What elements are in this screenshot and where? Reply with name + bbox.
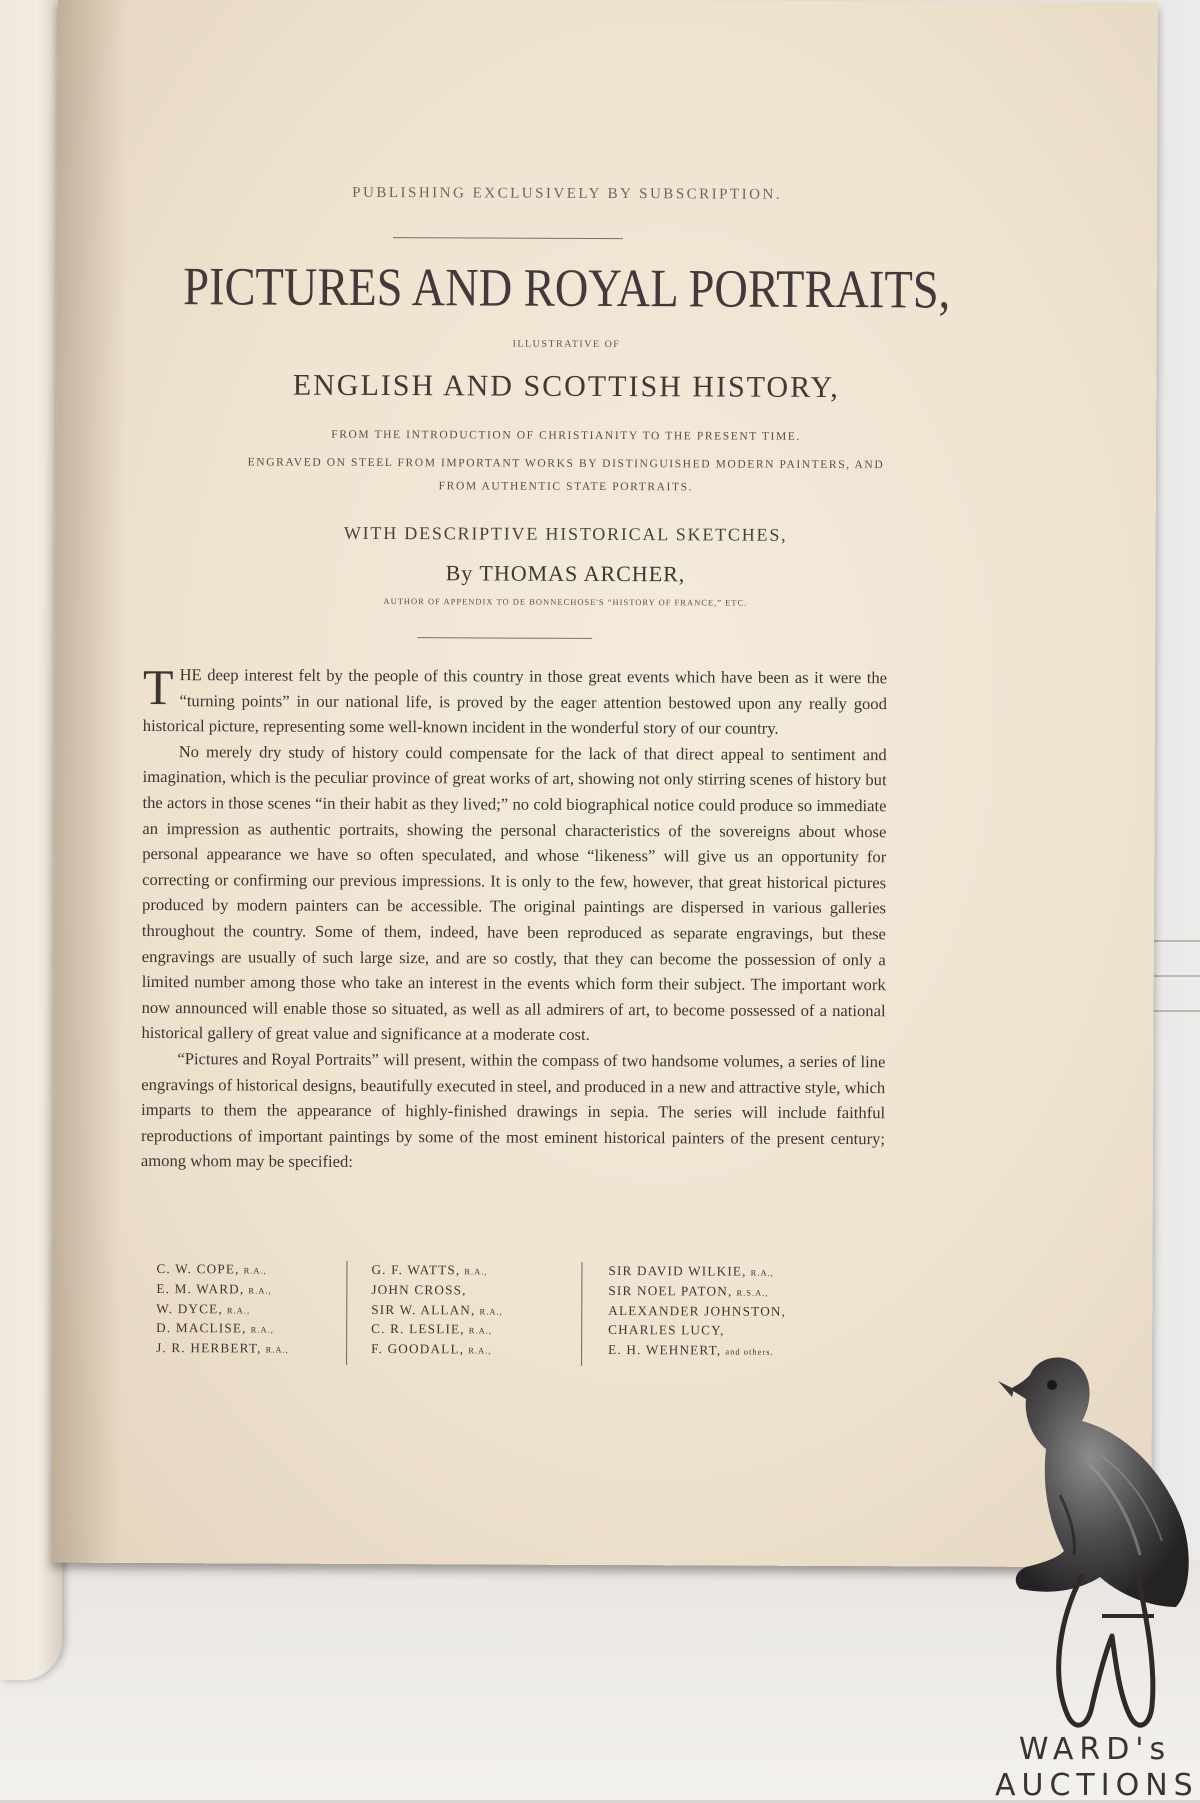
painter-name: CHARLES LUCY,: [608, 1322, 725, 1338]
paragraph: “Pictures and Royal Portraits” will present, within the compass of two handsome volumes, a series of line engravings of historical designs, beautifully executed in steel, and produced in a new and attractive style, which imparts to them the appearance of highly-finished drawings in sepia. The series will include faithful reproductions of important paintings by some of the most eminent historical painters of the present century; among whom may be specified:: [140, 1049, 886, 1172]
painter-name: SIR W. ALLAN, R.A.,: [371, 1301, 503, 1318]
drop-cap: T: [142, 658, 174, 716]
painter-name: G. F. WATTS, R.A.,: [371, 1261, 488, 1278]
painter-name: C. R. LESLIE, R.A.,: [371, 1321, 493, 1337]
wards-logo-icon: [1042, 1556, 1162, 1736]
painter-name: E. H. WEHNERT, and others.: [608, 1342, 774, 1358]
illustrative-of-label: ILLUSTRATIVE OF: [512, 338, 621, 351]
engraving-line-1: ENGRAVED ON STEEL FROM IMPORTANT WORKS BY DISTINGUISHED MODERN PAINTERS, AND: [247, 456, 885, 472]
descriptive-sketches-line: WITH DESCRIPTIVE HISTORICAL SKETCHES,: [343, 522, 788, 545]
spine-shadow: [51, 0, 128, 1563]
painter-name: ALEXANDER JOHNSTON,: [608, 1302, 787, 1319]
engraving-line-2: FROM AUTHENTIC STATE PORTRAITS.: [438, 480, 694, 494]
painter-name: F. GOODALL, R.A.,: [371, 1341, 492, 1357]
paragraph: [142, 658, 888, 742]
painter-name: W. DYCE, R.A.,: [156, 1300, 251, 1316]
painter-name: E. M. WARD, R.A.,: [156, 1280, 272, 1297]
paragraph: No merely dry study of history could compensate for the lack of that direct appeal to sentiment and imagination, which is the peculiar province of great works of art, showing not only stirring scenes of history but the actors in those scenes “in their habit as they lived;” no cold biographical notice could produce so immediate an impression as authentic portraits, showing the personal characteristics of the sovereigns about whose personal appearance we have so often speculated, and whose “likeness” will give us an opportunity for correcting or confirming our previous impressions. It is only to the few, however, that great historical pictures produced by modern painters can be accessible. The original paintings are dispersed in various galleries throughout the country. Some of them, indeed, have been reproduced as separate engravings, but these engravings are usually of such large size, and are so costly, that they can become the possession of only a limited number among those who take an interest in the events which form their subject. The important work now announced will enable those so situated, as well as all admirers of art, to become possessed of a national historical gallery of great value and significance at a moderate cost.: [141, 741, 887, 1045]
period-line: FROM THE INTRODUCTION OF CHRISTIANITY TO THE PRESENT TIME.: [331, 428, 801, 443]
painters-column-1: [156, 1260, 346, 1371]
painters-column-3: [581, 1262, 858, 1367]
subscription-notice: PUBLISHING EXCLUSIVELY BY SUBSCRIPTION.: [352, 184, 783, 203]
painter-name: C. W. COPE, R.A.,: [156, 1261, 267, 1277]
watermark-line-2: AUCTIONS: [995, 1768, 1199, 1803]
page-subtitle: ENGLISH AND SCOTTISH HISTORY,: [292, 368, 840, 405]
watermark-line-1: WARD's: [1018, 1732, 1172, 1767]
book-page: [51, 0, 1158, 1567]
prospectus-body: [140, 658, 888, 1177]
painter-name: J. R. HERBERT, R.A.,: [156, 1340, 289, 1356]
painter-name: SIR DAVID WILKIE, R.A.,: [608, 1263, 774, 1279]
divider-rule: [417, 637, 592, 639]
author-byline: By THOMAS ARCHER,: [445, 560, 686, 587]
paragraph-text: HE deep interest felt by the people of this country in those great events which have been as it were the “turning points” in our national life, is proved by the eager attention bestowed upon any really good historical picture, representing some well-known incident in the wonderful story of our country.: [142, 665, 888, 738]
page-title: PICTURES AND ROYAL PORTRAITS,: [183, 256, 951, 320]
author-credentials: AUTHOR OF APPENDIX TO DE BONNECHOSE'S “HISTORY OF FRANCE,” ETC.: [383, 596, 748, 608]
painter-name: JOHN CROSS,: [371, 1281, 467, 1298]
divider-rule: [393, 237, 623, 239]
painters-column-2: [346, 1261, 581, 1366]
painter-name: D. MACLISE, R.A.,: [156, 1320, 274, 1336]
painter-name: SIR NOEL PATON, R.S.A.,: [608, 1282, 769, 1299]
painters-list: [156, 1260, 876, 1373]
